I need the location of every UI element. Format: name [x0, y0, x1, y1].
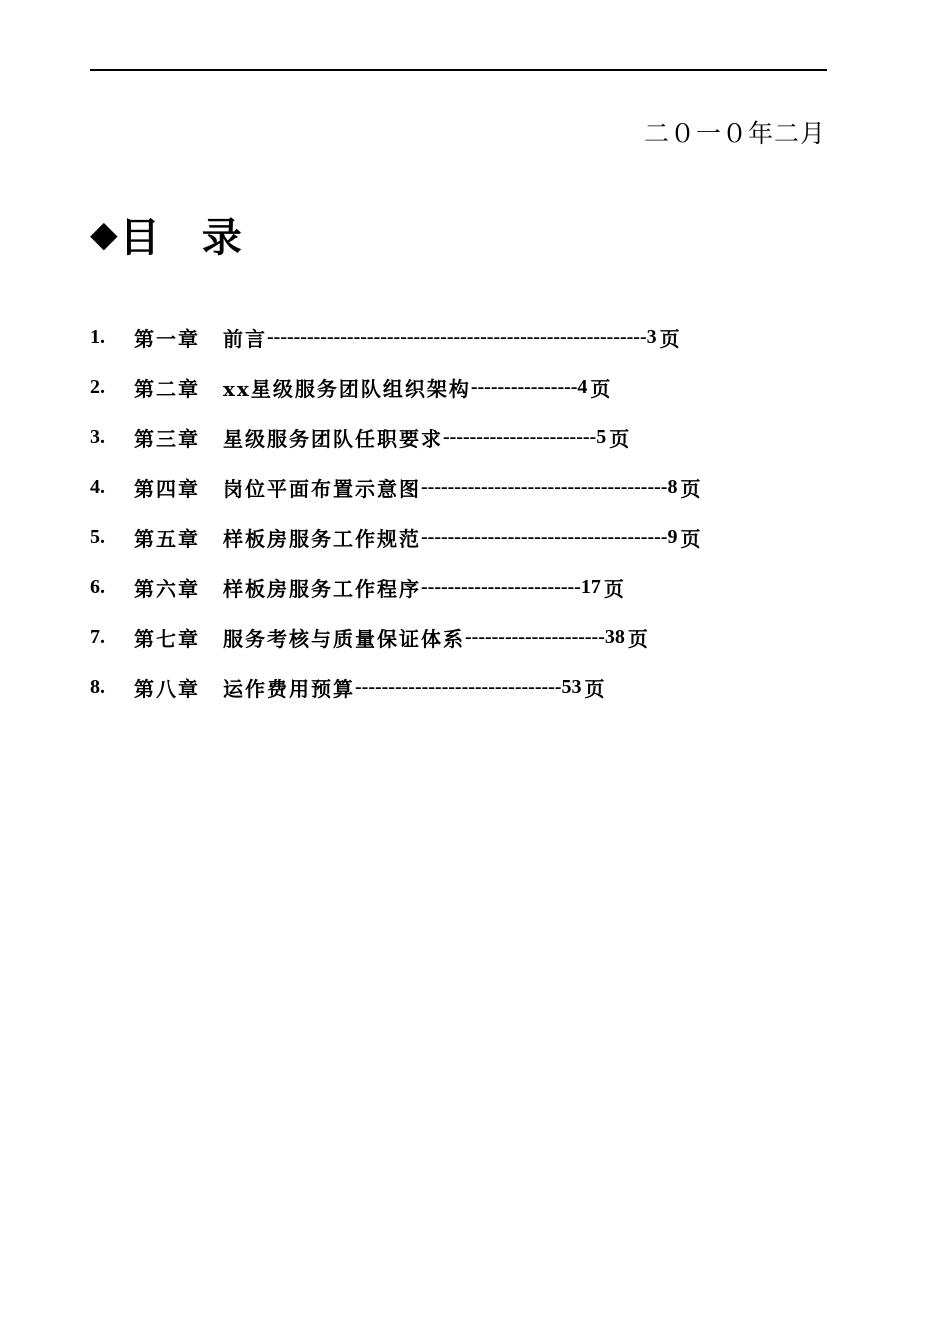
- toc-entry-number: 3.: [90, 425, 105, 448]
- toc-entry-page: 5: [596, 425, 607, 448]
- toc-entry-7[interactable]: [90, 612, 790, 662]
- toc-entry-title: 样板房服务工作规范: [223, 526, 421, 551]
- toc-entry-page-unit: 页: [680, 476, 701, 501]
- toc-entry-title: xx星级服务团队组织架构: [223, 376, 471, 401]
- toc-entry-page-unit: 页: [590, 376, 611, 401]
- toc-entry-title: 运作费用预算: [223, 676, 355, 701]
- toc-entry-number: 2.: [90, 375, 105, 398]
- diamond-icon: ◆: [90, 214, 118, 255]
- toc-entry-page-unit: 页: [627, 626, 648, 651]
- toc-entry-page: 53: [561, 675, 582, 698]
- toc-entry-number: 4.: [90, 475, 105, 498]
- toc-entry-title: 星级服务团队任职要求: [223, 426, 443, 451]
- toc-entry-1[interactable]: [90, 312, 790, 362]
- toc-entry-chapter: 第四章: [134, 476, 200, 501]
- toc-entry-title: 样板房服务工作程序: [223, 576, 421, 601]
- toc-title-second-char: 录: [201, 215, 242, 261]
- toc-entry-number: 7.: [90, 625, 105, 648]
- toc-entry-leader: -------------------------------------: [421, 525, 668, 548]
- toc-title-first-char: 目: [119, 215, 202, 261]
- toc-entry-page: 38: [604, 625, 625, 648]
- toc-entry-page-unit: 页: [584, 676, 605, 701]
- toc-entry-number: 5.: [90, 525, 105, 548]
- toc-list: [90, 312, 790, 712]
- toc-entry-page: 8: [667, 475, 678, 498]
- toc-entry-number: 1.: [90, 325, 105, 348]
- toc-entry-page-unit: 页: [680, 526, 701, 551]
- toc-entry-page: 17: [580, 575, 601, 598]
- toc-entry-page: 3: [646, 325, 657, 348]
- toc-entry-chapter: 第六章: [134, 576, 200, 601]
- toc-entry-page-unit: 页: [659, 326, 680, 351]
- toc-entry-leader: -------------------------------: [355, 675, 562, 698]
- toc-entry-number: 6.: [90, 575, 105, 598]
- toc-entry-leader: -----------------------: [443, 425, 597, 448]
- toc-entry-page: 9: [667, 525, 678, 548]
- toc-entry-title: 服务考核与质量保证体系: [223, 626, 465, 651]
- toc-entry-6[interactable]: [90, 562, 790, 612]
- toc-entry-page-unit: 页: [603, 576, 624, 601]
- toc-entry-chapter: 第二章: [134, 376, 200, 401]
- toc-entry-leader: -------------------------------------: [421, 475, 668, 498]
- toc-entry-chapter: 第五章: [134, 526, 200, 551]
- toc-entry-page-unit: 页: [609, 426, 630, 451]
- toc-entry-leader: ----------------: [470, 375, 578, 398]
- toc-entry-chapter: 第三章: [134, 426, 200, 451]
- toc-entry-leader: ------------------------: [421, 575, 581, 598]
- toc-entry-title: 前言: [223, 326, 267, 351]
- toc-entry-page: 4: [577, 375, 588, 398]
- toc-heading: [90, 206, 242, 263]
- toc-entry-chapter: 第一章: [134, 326, 200, 351]
- toc-entry-chapter: 第七章: [134, 626, 200, 651]
- header-rule: [90, 69, 827, 71]
- toc-entry-number: 8.: [90, 675, 105, 698]
- toc-entry-leader: ---------------------------------------------------------: [267, 325, 647, 348]
- toc-entry-4[interactable]: [90, 462, 790, 512]
- document-date: 二０一０年二月: [643, 119, 826, 148]
- toc-entry-3[interactable]: [90, 412, 790, 462]
- toc-entry-title: 岗位平面布置示意图: [223, 476, 421, 501]
- toc-entry-8[interactable]: [90, 662, 790, 712]
- toc-entry-2[interactable]: [90, 362, 790, 412]
- toc-entry-chapter: 第八章: [134, 676, 200, 701]
- toc-entry-5[interactable]: [90, 512, 790, 562]
- toc-entry-leader: ---------------------: [465, 625, 605, 648]
